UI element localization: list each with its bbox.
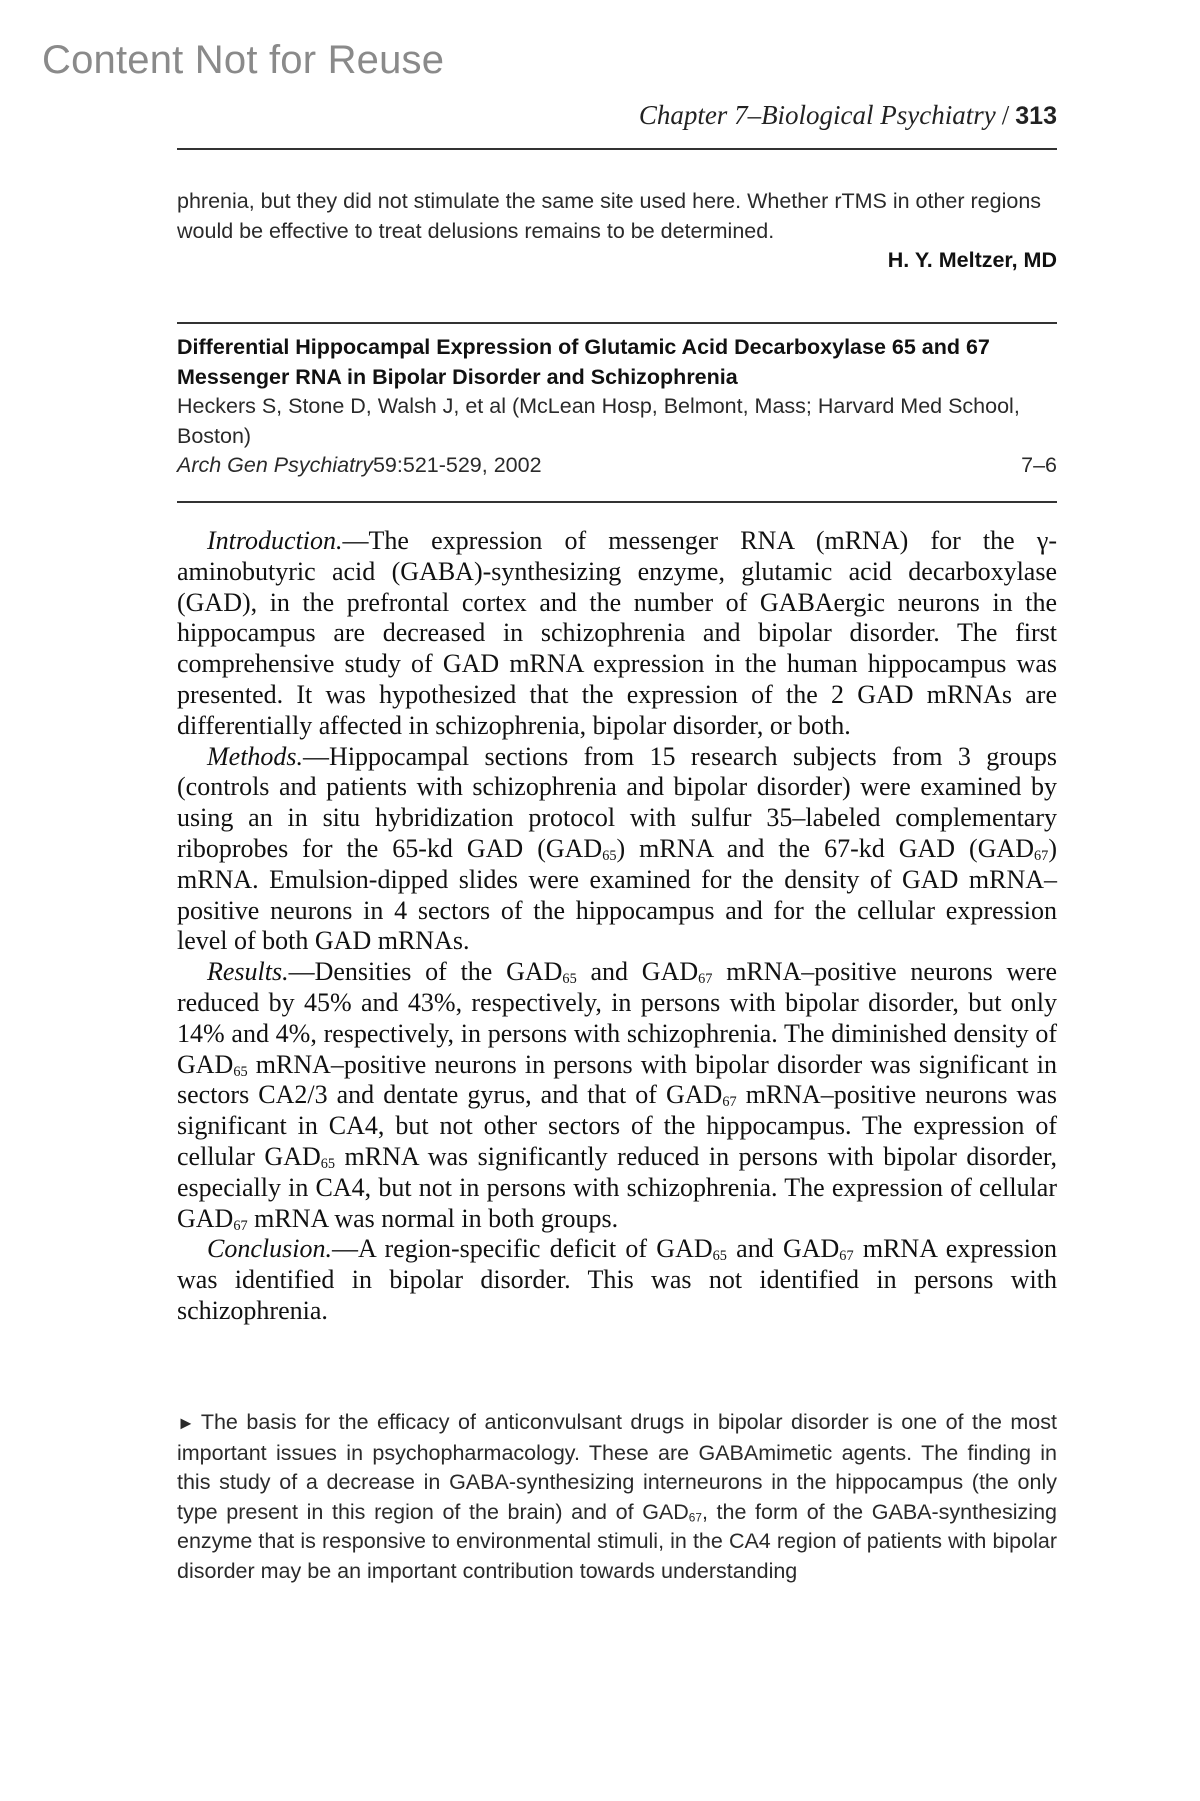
header-separator: / <box>1001 100 1010 130</box>
abstract-title: Differential Hippocampal Expression of Glutamic Acid Decarboxylase 65 and 67 Messenger RNA in Bipolar Disorder and Schizophrenia <box>177 335 990 389</box>
header-rule <box>177 148 1057 150</box>
results-text: mRNA–positive neurons in persons with bipolar disorder was significant in sectors CA2/3 and dentate gyrus, and that of GAD <box>177 1049 1057 1110</box>
previous-comment-text: phrenia, but they did not stimulate the same site used here. Whether rTMS in other regions would be effective to treat delusions remains to be determined. <box>177 189 1042 243</box>
journal-name: Arch Gen Psychiatry <box>177 453 373 477</box>
editorial-comment <box>177 1408 1057 1586</box>
results-text: —Densities of the GAD <box>288 957 563 987</box>
page-number: 313 <box>1015 102 1057 130</box>
results-text: mRNA–positive neurons were reduced by 45% and 43%, respectively, in persons with bipolar disorder, but only 14% and 4%, respectively, in persons with schizophrenia. The diminished density of GAD <box>177 957 1057 1079</box>
abstract-authors: Heckers S, Stone D, Walsh J, et al (McLean Hosp, Belmont, Mass; Harvard Med School, Boston) <box>177 394 1020 448</box>
introduction-paragraph <box>177 526 1057 742</box>
abstract-header <box>177 333 1057 481</box>
conclusion-label: Conclusion. <box>207 1234 332 1264</box>
previous-comment <box>177 187 1057 276</box>
citation-details: 59:521-529, 2002 <box>372 453 542 477</box>
subscript: 65 <box>320 1155 336 1172</box>
methods-paragraph <box>177 742 1057 958</box>
subscript: 65 <box>602 847 617 864</box>
subscript: 65 <box>712 1248 727 1265</box>
comment-text: The basis for the efficacy of anticonvulsant drugs in bipolar disorder is one of the most important issues in psychopharmacology. These are GABAmimetic agents. The finding in this study of a decrease in GABA-synthesizing interneurons in the hippocampus (the only type present in this region of the brain) and of GAD <box>177 1410 1057 1524</box>
abstract-body <box>177 526 1057 1327</box>
introduction-label: Introduction. <box>207 526 343 555</box>
results-text: and GAD <box>576 957 699 987</box>
comment-paragraph <box>177 1408 1057 1586</box>
methods-text: —Hippocampal sections from 15 research subjects from 3 groups (controls and patients with schizophrenia and bipolar disorder) were examined by using an in situ hybridization protocol with sulfur 35–labeled complementary riboprobes for the 65-kd GAD (GAD <box>177 741 1057 863</box>
abstract-citation <box>177 451 1057 481</box>
conclusion-text: mRNA expression was identified in bipolar disorder. This was not identified in persons with schizophrenia. <box>177 1234 1057 1325</box>
subscript: 67 <box>722 1094 737 1111</box>
subscript: 65 <box>233 1063 248 1080</box>
subscript: 67 <box>839 1248 854 1265</box>
watermark: Content Not for Reuse <box>42 38 445 82</box>
comment-text: , the form of the GABA-synthesizing enzyme that is responsive to environmental stimuli, in the CA4 region of patients with bipolar disorder may be an important contribution towards understanding <box>177 1499 1057 1583</box>
subscript: 65 <box>562 971 577 988</box>
results-text: mRNA was significantly reduced in persons with bipolar disorder, especially in CA4, but not in persons with schizophrenia. The expression of cellular GAD <box>177 1141 1057 1233</box>
conclusion-text: and GAD <box>726 1234 840 1264</box>
subscript: 67 <box>1034 847 1049 864</box>
results-paragraph <box>177 957 1057 1234</box>
introduction-text: —The expression of messenger RNA (mRNA) for the γ-aminobutyric acid (GABA)-synthesizing enzyme, glutamic acid decarboxylase (GAD), in the prefrontal cortex and the number of GABAergic neurons in the hippocampus are decreased in schizophrenia and bipolar disorder. The first comprehensive study of GAD mRNA expression in the human hippocampus was presented. It was hypothesized that the expression of the 2 GAD mRNAs are differentially affected in schizophrenia, bipolar disorder, or both. <box>177 526 1057 740</box>
subscript: 67 <box>698 971 713 988</box>
subscript: 67 <box>688 1509 702 1524</box>
results-text: mRNA was normal in both groups. <box>247 1203 619 1233</box>
methods-text: ) mRNA. Emulsion-dipped slides were examined for the density of GAD mRNA–positive neurons in 4 sectors of the hippocampus and for the cellular expression level of both GAD mRNAs. <box>177 833 1057 956</box>
abstract-bottom-rule <box>177 501 1057 503</box>
subscript: 67 <box>233 1217 248 1234</box>
methods-label: Methods. <box>207 741 304 771</box>
triangle-bullet-icon: ► <box>177 1413 195 1433</box>
abstract-top-rule <box>177 322 1057 324</box>
abstract-code: 7–6 <box>1021 453 1057 477</box>
comment-signature: H. Y. Meltzer, MD <box>887 248 1057 272</box>
conclusion-paragraph <box>177 1234 1057 1326</box>
running-head <box>177 100 1057 148</box>
results-text: mRNA–positive neurons was significant in CA4, but not other sectors of the hippocampus. The expression of cellular GAD <box>177 1080 1057 1171</box>
chapter-title: Chapter 7–Biological Psychiatry <box>638 100 996 130</box>
results-label: Results. <box>207 957 289 987</box>
methods-text: ) mRNA and the 67-kd GAD (GAD <box>616 833 1035 863</box>
conclusion-text: —A region-specific deficit of GAD <box>331 1234 713 1264</box>
